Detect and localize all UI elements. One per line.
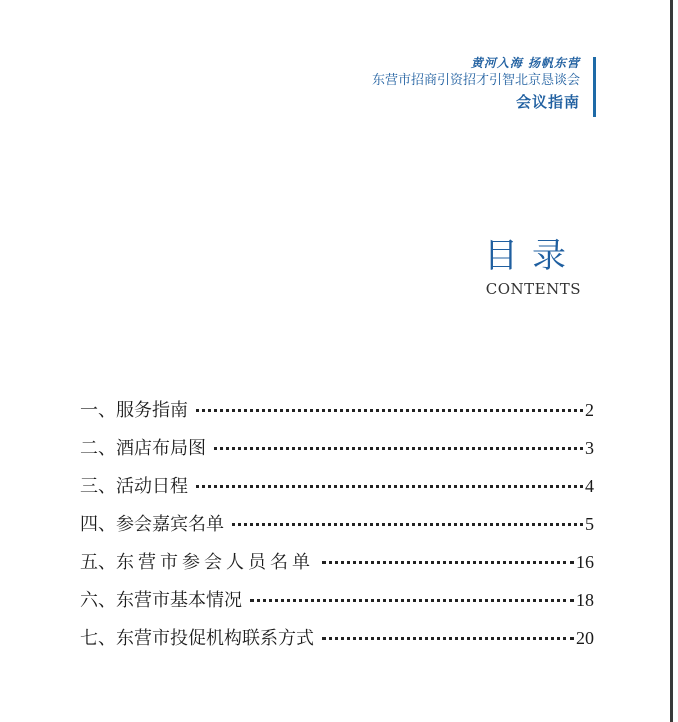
event-name: 东营市招商引资招才引智北京恳谈会 [371, 72, 580, 88]
header-accent-bar [593, 57, 596, 117]
toc-entry-number: 七、 [80, 628, 116, 649]
toc-title: 目录 [484, 236, 580, 276]
dot-leader [232, 523, 583, 526]
dot-leader [250, 599, 574, 602]
dot-leader [322, 561, 574, 564]
toc-entry-page: 4 [585, 476, 594, 496]
toc-entry-number: 二、 [80, 438, 116, 459]
toc-entry-label: 酒店布局图 [116, 438, 206, 459]
toc-entry-label: 活动日程 [116, 476, 188, 497]
guide-title: 会议指南 [515, 93, 580, 112]
dot-leader [196, 485, 583, 488]
dot-leader [214, 447, 583, 450]
page-edge [670, 0, 673, 722]
toc-entry-investment-contacts[interactable] [80, 624, 594, 662]
toc-entry-number: 五、 [80, 552, 116, 573]
toc-entry-page: 16 [576, 552, 594, 572]
table-of-contents [80, 396, 594, 662]
toc-entry-hotel-layout[interactable] [80, 434, 594, 472]
toc-entry-label: 服务指南 [116, 400, 188, 421]
slogan: 黄河入海 扬帆东营 [470, 56, 580, 70]
toc-entry-dongying-overview[interactable] [80, 586, 594, 624]
toc-entry-number: 三、 [80, 476, 116, 497]
toc-entry-page: 3 [585, 438, 594, 458]
toc-entry-page: 18 [576, 590, 594, 610]
toc-entry-label: 参会嘉宾名单 [116, 514, 224, 535]
toc-entry-number: 一、 [80, 400, 116, 421]
toc-entry-schedule[interactable] [80, 472, 594, 510]
toc-entry-number: 四、 [80, 514, 116, 535]
toc-entry-page: 2 [585, 400, 594, 420]
toc-entry-page: 20 [576, 628, 594, 648]
toc-entry-label: 东营市投促机构联系方式 [116, 628, 314, 649]
toc-entry-service-guide[interactable] [80, 396, 594, 434]
toc-entry-number: 六、 [80, 590, 116, 611]
document-header [280, 56, 590, 113]
toc-entry-dongying-attendees[interactable] [80, 548, 594, 586]
toc-entry-page: 5 [585, 514, 594, 534]
dot-leader [196, 409, 583, 412]
toc-entry-label: 东营市基本情况 [116, 590, 242, 611]
toc-entry-guest-list[interactable] [80, 510, 594, 548]
dot-leader [322, 637, 574, 640]
toc-subtitle: CONTENTS [485, 280, 581, 298]
toc-entry-label: 东营市参会人员名单 [116, 552, 314, 573]
